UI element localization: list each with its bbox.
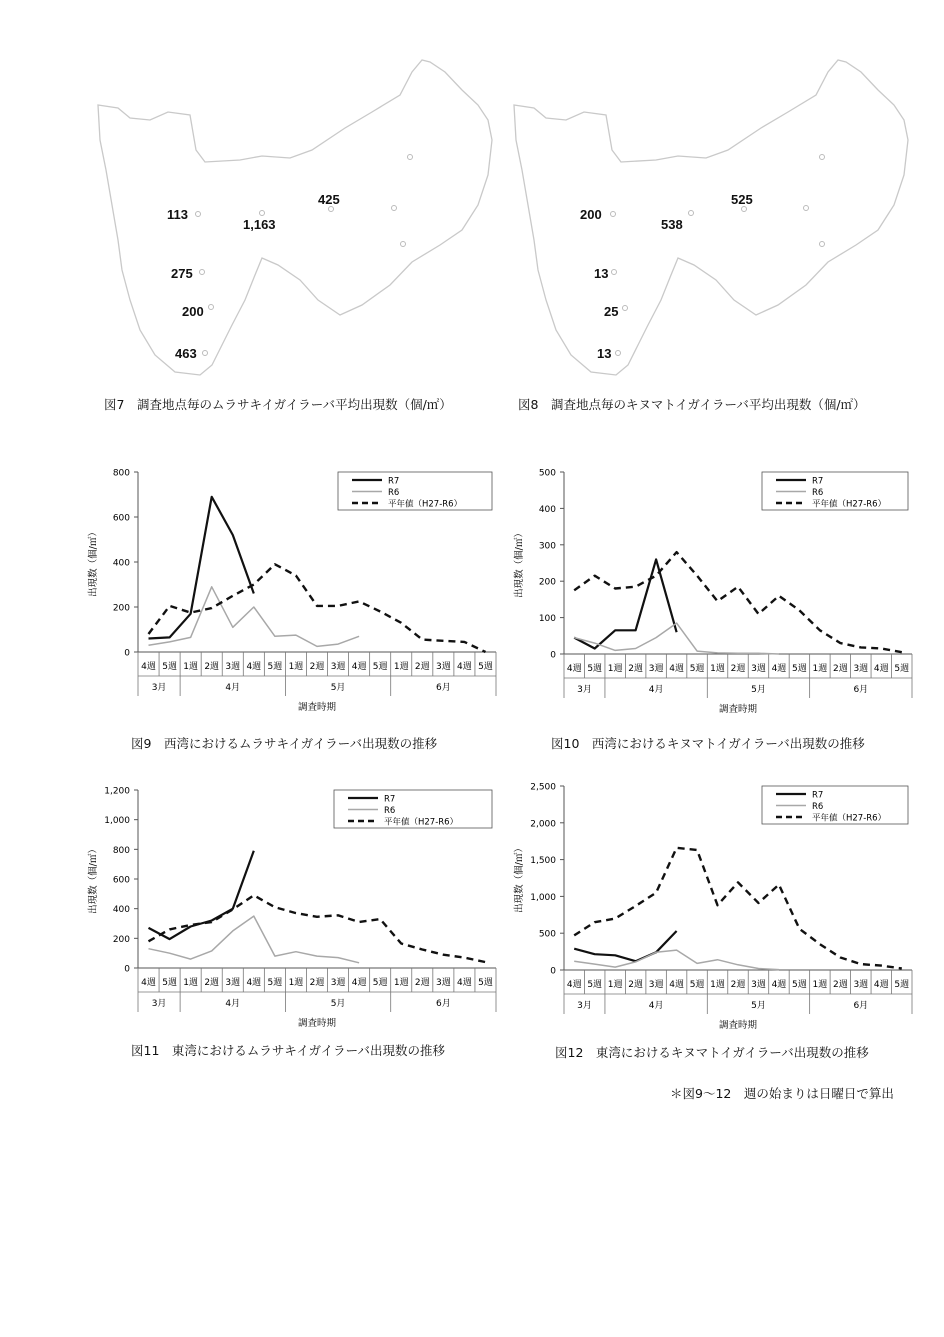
legend-label: R7 — [812, 476, 824, 487]
x-tick-label: 2週 — [832, 664, 848, 674]
x-tick-label: 3週 — [853, 980, 869, 990]
footnote: ＊図9～12 週の始まりは日曜日で算出 — [670, 1086, 894, 1101]
legend-label: 平年値（H27-R6） — [812, 499, 887, 510]
maps-area — [0, 0, 944, 430]
y-tick-label: 100 — [538, 614, 556, 625]
x-tick-label: 1週 — [183, 662, 199, 672]
x-tick-label: 4週 — [457, 662, 472, 672]
station-markers — [196, 155, 825, 356]
month-label: 5月 — [751, 685, 766, 695]
x-tick-label: 4週 — [873, 980, 889, 990]
x-tick-label: 3週 — [225, 978, 241, 988]
x-tick-label: 5週 — [372, 662, 388, 672]
x-tick-label: 1週 — [288, 662, 304, 672]
month-label: 3月 — [577, 1001, 592, 1011]
y-tick-label: 0 — [124, 964, 130, 975]
month-label: 6月 — [435, 683, 451, 693]
figure-11-chart — [72, 780, 502, 1032]
x-tick-label: 1週 — [710, 664, 725, 674]
x-tick-label: 3週 — [330, 978, 346, 988]
legend-label: R7 — [812, 790, 824, 801]
x-tick-label: 3週 — [435, 662, 451, 672]
map8-caption: 図8 調査地点毎のキヌマトイガイラーバ平均出現数（個/㎡） — [518, 397, 866, 412]
figure-10-caption: 図10 西湾におけるキヌマトイガイラーバ出現数の推移 — [551, 736, 865, 751]
x-tick-label: 2週 — [204, 978, 220, 988]
y-tick-label: 200 — [112, 603, 130, 614]
y-tick-label: 0 — [124, 648, 130, 659]
legend-label: 平年値（H27-R6） — [388, 499, 463, 510]
y-tick-label: 200 — [112, 934, 130, 945]
month-label: 5月 — [751, 1001, 766, 1011]
x-tick-label: 5週 — [478, 978, 493, 988]
series-line-R6 — [149, 587, 360, 647]
x-tick-label: 3週 — [225, 662, 241, 672]
y-tick-label: 0 — [550, 966, 556, 977]
x-tick-label: 5週 — [894, 664, 910, 674]
x-tick-label: 2週 — [628, 980, 644, 990]
map-7-outline — [98, 60, 492, 375]
month-label: 4月 — [225, 999, 241, 1009]
figure-9-chart — [72, 462, 502, 717]
map8-station-value: 525 — [731, 192, 753, 207]
x-tick-label: 1週 — [710, 980, 725, 990]
map8-station-value: 13 — [597, 346, 612, 361]
y-tick-label: 400 — [112, 558, 130, 569]
x-tick-label: 5週 — [689, 980, 705, 990]
map7-station-value: 200 — [182, 304, 204, 319]
x-tick-label: 2週 — [414, 662, 430, 672]
figure-11-caption: 図11 東湾におけるムラサキイガイラーバ出現数の推移 — [131, 1043, 446, 1058]
x-tick-label: 5週 — [792, 980, 807, 990]
x-tick-label: 4週 — [351, 978, 367, 988]
legend-label: 平年値（H27-R6） — [384, 817, 459, 828]
x-axis-label: 調査時期 — [297, 1018, 337, 1029]
legend-label: 平年値（H27-R6） — [812, 813, 887, 824]
month-label: 5月 — [330, 683, 346, 693]
x-tick-label: 4週 — [351, 662, 367, 672]
series-line-R6 — [574, 950, 779, 970]
legend-label: R7 — [388, 476, 400, 487]
series-line-平年値（H27-R6） — [149, 564, 486, 652]
x-tick-label: 3週 — [751, 664, 766, 674]
map-8-outline — [514, 60, 908, 375]
x-tick-label: 2週 — [309, 662, 325, 672]
map8-station-value: 538 — [661, 217, 683, 232]
x-tick-label: 1週 — [393, 662, 409, 672]
x-tick-label: 2週 — [832, 980, 848, 990]
x-tick-label: 5週 — [587, 664, 603, 674]
y-tick-label: 200 — [538, 577, 556, 588]
x-tick-label: 5週 — [478, 662, 493, 672]
y-axis-label: 出現数（個/㎡） — [88, 844, 99, 914]
x-tick-label: 5週 — [267, 662, 283, 672]
x-tick-label: 5週 — [162, 662, 177, 672]
y-tick-label: 0 — [550, 650, 556, 661]
y-tick-label: 400 — [538, 504, 556, 515]
y-tick-label: 1,500 — [530, 856, 556, 867]
x-tick-label: 4週 — [141, 978, 156, 988]
map8-station-value: 200 — [580, 207, 602, 222]
y-axis-label: 出現数（個/㎡） — [514, 528, 525, 598]
legend-label: R6 — [812, 488, 824, 498]
x-tick-label: 2週 — [309, 978, 325, 988]
y-axis-label: 出現数（個/㎡） — [88, 527, 99, 597]
series-line-平年値（H27-R6） — [574, 848, 902, 969]
map7-station-value: 275 — [171, 266, 193, 281]
y-axis-label: 出現数（個/㎡） — [514, 843, 525, 913]
x-tick-label: 2週 — [730, 664, 746, 674]
x-tick-label: 4週 — [669, 980, 684, 990]
x-tick-label: 4週 — [669, 664, 684, 674]
legend-label: R7 — [384, 794, 396, 805]
series-line-平年値（H27-R6） — [574, 552, 902, 652]
x-tick-label: 4週 — [566, 980, 582, 990]
x-tick-label: 4週 — [457, 978, 472, 988]
x-tick-label: 5週 — [792, 664, 807, 674]
y-tick-label: 400 — [112, 905, 130, 916]
month-label: 5月 — [330, 999, 346, 1009]
series-line-R7 — [149, 851, 254, 939]
y-tick-label: 1,200 — [104, 786, 130, 797]
legend-label: R6 — [388, 488, 400, 498]
month-label: 3月 — [151, 999, 167, 1009]
y-tick-label: 2,000 — [530, 819, 556, 830]
series-line-R7 — [574, 931, 676, 961]
month-label: 3月 — [151, 683, 167, 693]
y-tick-label: 800 — [112, 468, 130, 479]
x-tick-label: 1週 — [607, 980, 623, 990]
y-tick-label: 600 — [112, 875, 130, 886]
y-tick-label: 500 — [538, 929, 556, 940]
x-tick-label: 2週 — [204, 662, 220, 672]
x-tick-label: 4週 — [141, 662, 156, 672]
y-tick-label: 600 — [112, 513, 130, 524]
figure-9-caption: 図9 西湾におけるムラサキイガイラーバ出現数の推移 — [131, 736, 438, 751]
x-tick-label: 4週 — [246, 662, 262, 672]
y-tick-label: 500 — [538, 468, 556, 479]
x-tick-label: 1週 — [288, 978, 304, 988]
map7-station-value: 425 — [318, 192, 340, 207]
x-tick-label: 1週 — [812, 980, 828, 990]
x-tick-label: 3週 — [435, 978, 451, 988]
x-tick-label: 4週 — [873, 664, 889, 674]
x-tick-label: 2週 — [414, 978, 430, 988]
x-tick-label: 5週 — [894, 980, 910, 990]
month-label: 4月 — [225, 683, 241, 693]
map8-station-value: 25 — [604, 304, 619, 319]
map7-station-value: 463 — [175, 346, 197, 361]
x-tick-label: 5週 — [689, 664, 705, 674]
figure-10-chart — [506, 462, 918, 717]
figure-12-chart — [506, 776, 918, 1036]
x-tick-label: 3週 — [648, 980, 664, 990]
x-tick-label: 3週 — [330, 662, 346, 672]
x-tick-label: 1週 — [183, 978, 199, 988]
x-axis-label: 調査時期 — [718, 704, 758, 715]
map7-station-value: 1,163 — [243, 217, 276, 232]
x-tick-label: 5週 — [162, 978, 177, 988]
series-line-平年値（H27-R6） — [149, 895, 486, 962]
x-tick-label: 2週 — [628, 664, 644, 674]
y-tick-label: 300 — [538, 541, 556, 552]
x-axis-label: 調査時期 — [297, 702, 337, 713]
x-tick-label: 3週 — [751, 980, 766, 990]
x-tick-label: 5週 — [587, 980, 603, 990]
x-axis-label: 調査時期 — [718, 1020, 758, 1031]
x-tick-label: 4週 — [771, 980, 787, 990]
x-tick-label: 4週 — [771, 664, 787, 674]
y-tick-label: 2,500 — [530, 782, 556, 793]
x-tick-label: 5週 — [372, 978, 388, 988]
month-label: 3月 — [577, 685, 592, 695]
x-tick-label: 3週 — [853, 664, 869, 674]
legend-label: R6 — [384, 806, 396, 816]
y-tick-label: 800 — [112, 845, 130, 856]
month-label: 4月 — [648, 1001, 664, 1011]
series-line-R7 — [574, 559, 676, 648]
x-tick-label: 1週 — [393, 978, 409, 988]
y-tick-label: 1,000 — [104, 816, 130, 827]
map7-station-value: 113 — [167, 207, 188, 222]
month-label: 4月 — [648, 685, 664, 695]
y-tick-label: 1,000 — [530, 892, 556, 903]
month-label: 6月 — [853, 1001, 869, 1011]
month-label: 6月 — [435, 999, 451, 1009]
map8-station-value: 13 — [594, 266, 609, 281]
legend-label: R6 — [812, 802, 824, 812]
x-tick-label: 1週 — [607, 664, 623, 674]
map7-caption: 図7 調査地点毎のムラサキイガイラーバ平均出現数（個/㎡） — [104, 397, 452, 412]
series-line-R6 — [149, 916, 360, 963]
x-tick-label: 5週 — [267, 978, 283, 988]
x-tick-label: 4週 — [566, 664, 582, 674]
figure-12-caption: 図12 東湾におけるキヌマトイガイラーバ出現数の推移 — [555, 1045, 869, 1060]
month-label: 6月 — [853, 685, 869, 695]
x-tick-label: 1週 — [812, 664, 828, 674]
x-tick-label: 2週 — [730, 980, 746, 990]
x-tick-label: 3週 — [648, 664, 664, 674]
series-line-R7 — [149, 497, 254, 639]
x-tick-label: 4週 — [246, 978, 262, 988]
